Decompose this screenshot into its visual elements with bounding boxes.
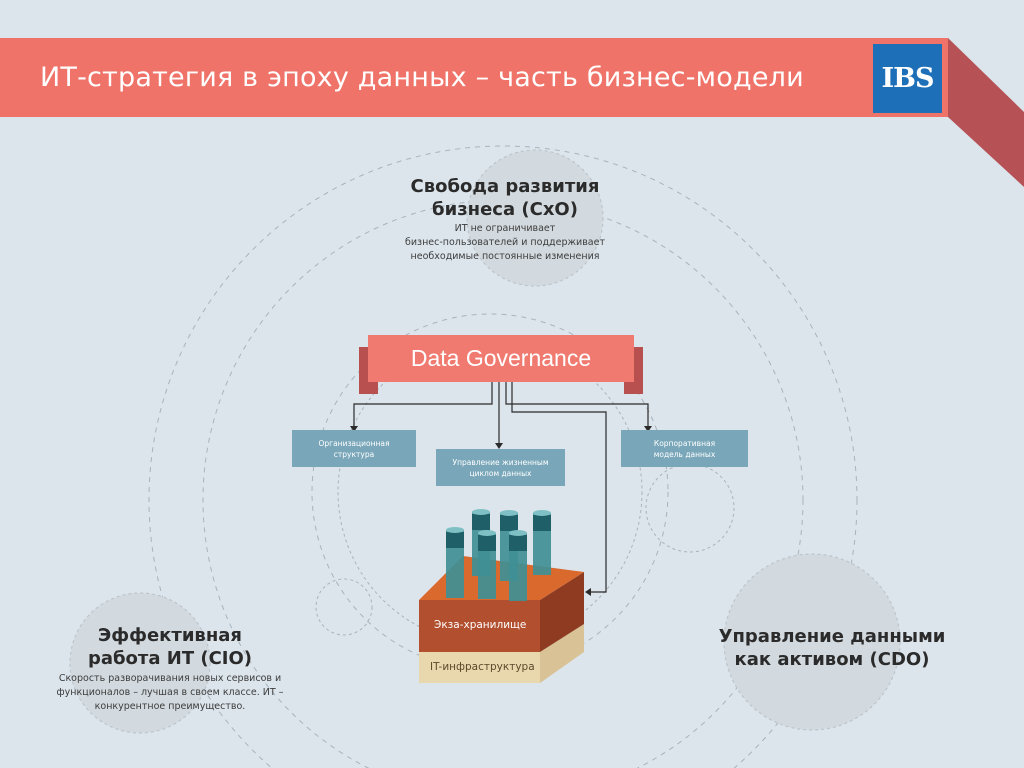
cxo-heading-line2: бизнеса (CxO) <box>432 199 578 220</box>
sub-box-model-line2: модель данных <box>653 449 716 459</box>
cdo-heading-line2: как активом (CDO) <box>734 649 930 670</box>
cxo-block <box>380 175 630 264</box>
cylinder-icon <box>509 530 527 601</box>
small-orbit-circle-right <box>646 464 734 552</box>
header-fold <box>948 38 1024 187</box>
cxo-desc-line3: необходимые постоянные изменения <box>410 251 600 262</box>
cylinder-icon <box>478 530 496 599</box>
data-governance-label: Data Governance <box>410 344 592 371</box>
cio-block <box>40 624 300 714</box>
small-orbit-circle-left <box>316 579 372 635</box>
cio-desc-line2: функционалов – лучшая в своем классе. ИТ – <box>56 687 284 698</box>
cxo-heading-line1: Свобода развития <box>410 176 600 197</box>
ibs-logo: IBS <box>873 44 942 113</box>
page-title: ИТ-стратегия в эпоху данных – часть бизнес-модели <box>40 62 804 93</box>
sub-box-lifecycle-line2: циклом данных <box>469 468 532 478</box>
cdo-block <box>712 625 952 671</box>
sub-box-model-line1: Корпоративная <box>653 438 716 448</box>
cylinder-icon <box>533 510 551 575</box>
it-infrastructure-label: IT-инфраструктура <box>430 661 535 673</box>
cio-heading-line1: Эффективная <box>98 625 242 646</box>
cylinder-icon <box>446 527 464 598</box>
cxo-desc-line2: бизнес-пользователей и поддерживает <box>404 237 606 248</box>
cio-desc-line1: Скорость разворачивания новых сервисов и <box>58 673 282 684</box>
sub-box-data-model <box>621 430 748 467</box>
sub-box-org-structure <box>292 430 416 467</box>
sub-box-lifecycle-line1: Управление жизненным <box>452 457 549 467</box>
sub-box-lifecycle <box>436 449 565 486</box>
exa-storage-label: Экза-хранилище <box>434 619 527 631</box>
sub-box-org-line1: Организационная <box>318 438 390 448</box>
cio-heading-line2: работа ИТ (CIO) <box>87 648 253 669</box>
cxo-desc-line1: ИТ не ограничивает <box>454 223 556 234</box>
cdo-heading-line1: Управление данными <box>718 626 946 647</box>
cio-desc-line3: конкурентное преимущество. <box>94 701 246 712</box>
sub-box-org-line2: структура <box>333 449 375 459</box>
